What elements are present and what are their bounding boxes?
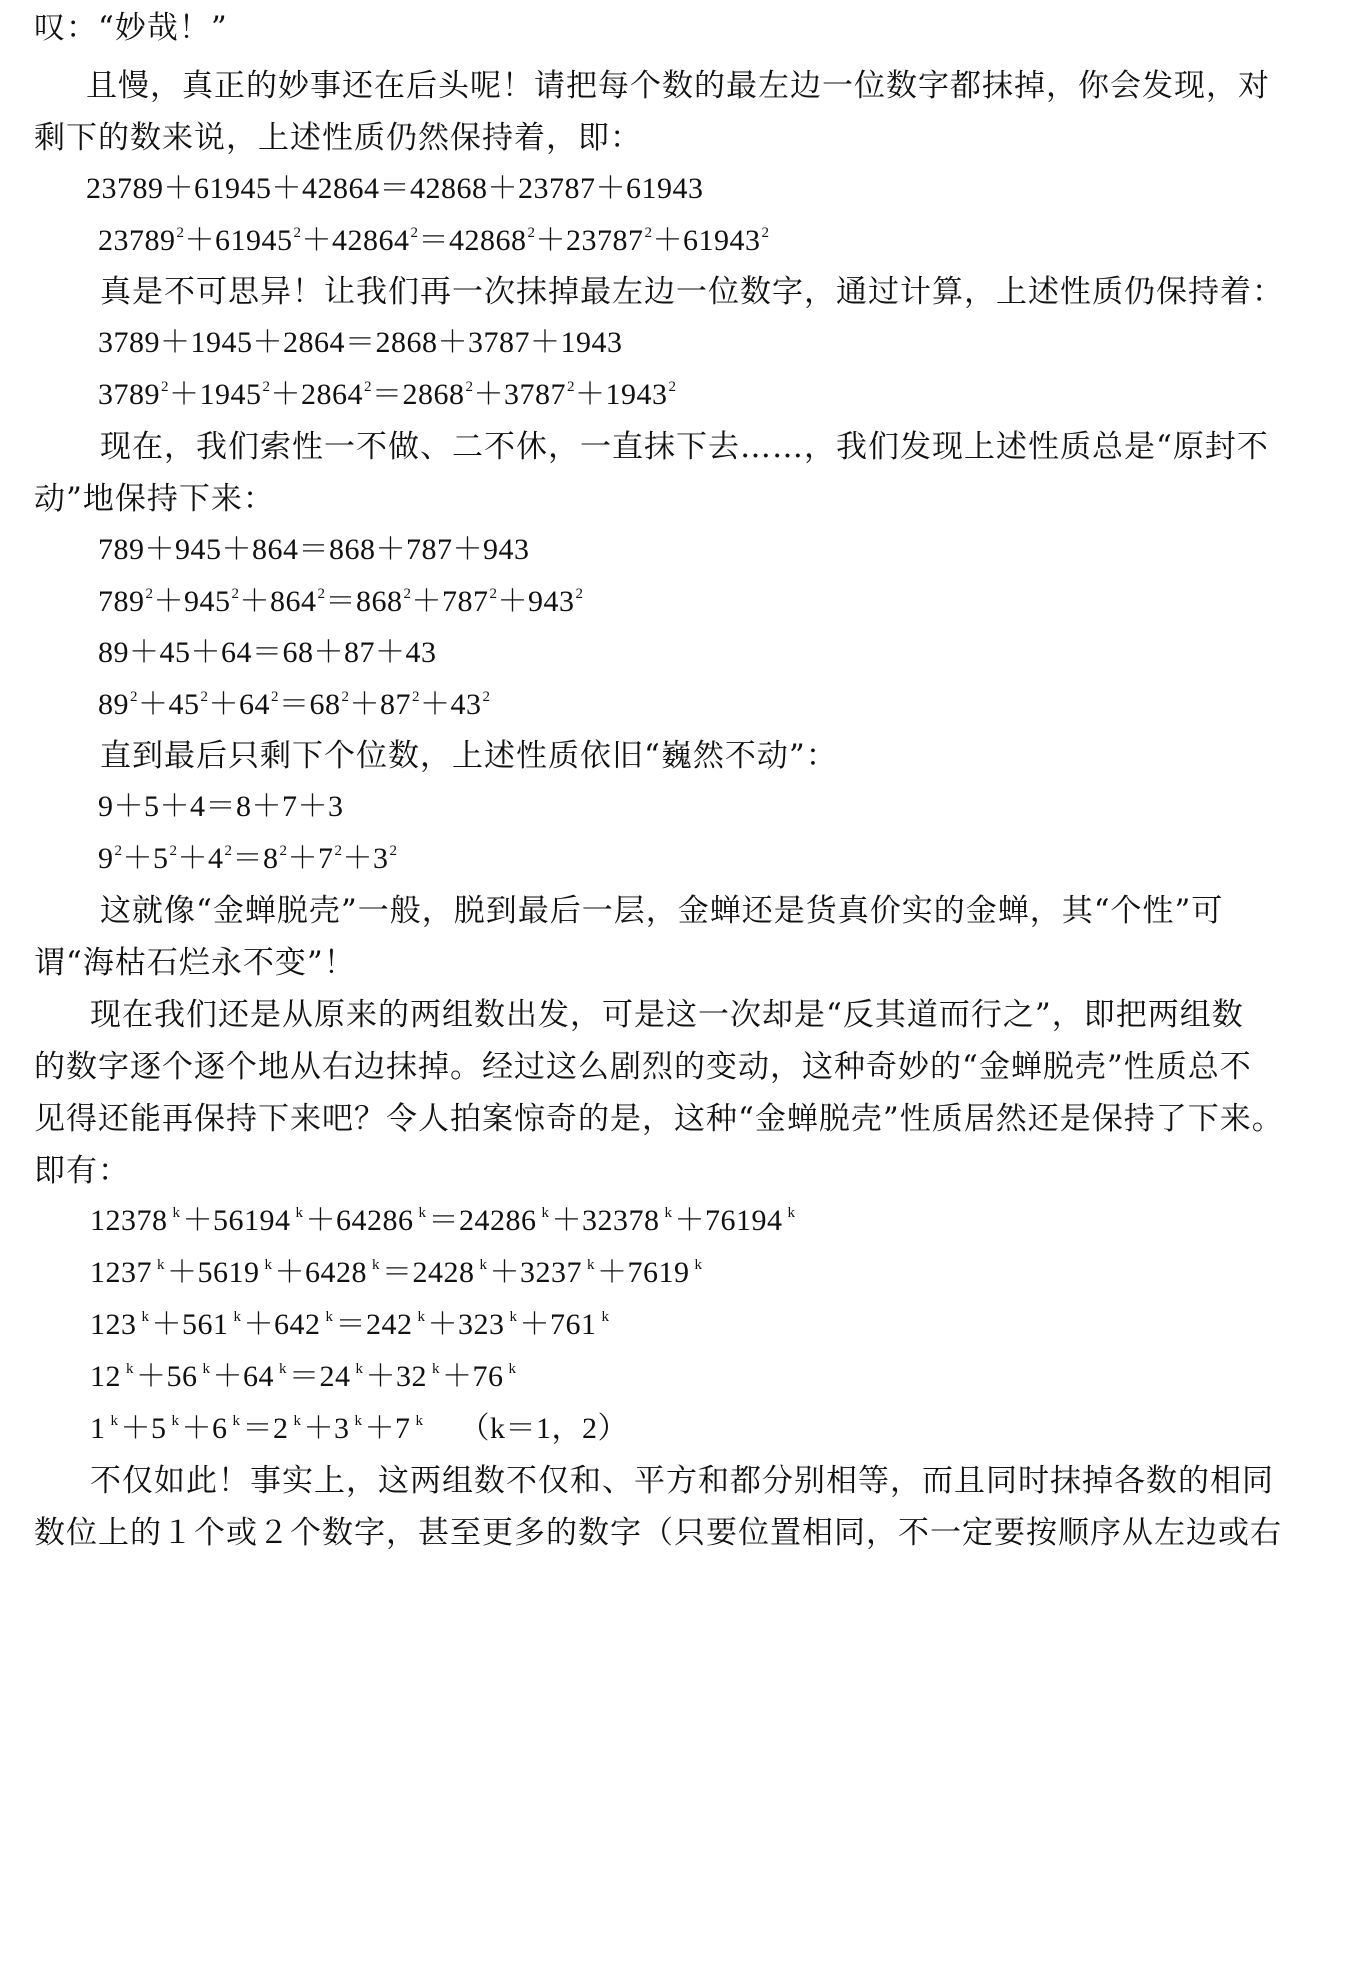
exponent: 2 xyxy=(465,379,474,395)
exponent: 2 xyxy=(176,225,185,241)
paragraph-line: 即有： xyxy=(34,1153,130,1189)
equation-power xyxy=(98,375,1355,415)
paragraph-line: 谓“海枯石烂永不变”！ xyxy=(34,945,356,981)
term: ＋56 xyxy=(136,1360,198,1393)
paragraph-line: 不仅如此！事实上，这两组数不仅和、平方和都分别相等，而且同时抹掉各数的相同 xyxy=(90,1463,1274,1499)
paragraph-line: 剩下的数来说，上述性质仍然保持着，即： xyxy=(34,120,642,156)
exponent: k xyxy=(141,1309,150,1325)
term: ＋6428 xyxy=(274,1256,367,1289)
exponent: 2 xyxy=(224,843,233,859)
exponent: 2 xyxy=(130,689,138,705)
exponent: 2 xyxy=(482,689,491,705)
exponent: k xyxy=(171,1413,180,1429)
condition: （k＝1，2） xyxy=(459,1412,628,1445)
exponent: k xyxy=(126,1361,134,1377)
term: 789 xyxy=(98,585,145,618)
term: 23789 xyxy=(98,224,176,257)
exponent: k xyxy=(418,1205,427,1221)
equation-power xyxy=(98,221,1355,261)
paragraph-line: 直到最后只剩下个位数，上述性质依旧“巍然不动”： xyxy=(100,738,838,774)
paragraph-line: 现在，我们索性一不做、二不休，一直抹下去……，我们发现上述性质总是“原封不 xyxy=(100,429,1269,465)
term: ＝42868 xyxy=(418,224,527,257)
term: ＋43 xyxy=(420,688,482,721)
exponent: 2 xyxy=(169,843,178,859)
equation-power-k xyxy=(90,1253,1355,1293)
term: ＋1943 xyxy=(575,378,668,411)
term: ＋32 xyxy=(365,1360,427,1393)
exponent: 2 xyxy=(644,225,653,241)
exponent: 2 xyxy=(489,586,498,602)
exponent: k xyxy=(787,1205,796,1221)
paragraph-line: 数位上的１个或２个数字，甚至更多的数字（只要位置相同，不一定要按顺序从左边或右 xyxy=(34,1515,1282,1551)
exponent: 2 xyxy=(145,586,154,602)
exponent: k xyxy=(541,1205,550,1221)
exponent: 2 xyxy=(114,843,123,859)
term: ＝68 xyxy=(279,688,341,721)
term: ＋23787 xyxy=(535,224,644,257)
exponent: 2 xyxy=(527,225,536,241)
term: ＋5 xyxy=(120,1412,167,1445)
exponent: 2 xyxy=(575,586,584,602)
term: ＝868 xyxy=(325,585,403,618)
equation-sum: 9＋5＋4＝8＋7＋3 xyxy=(98,790,344,823)
term: ＋64 xyxy=(212,1360,274,1393)
term: ＋3 xyxy=(303,1412,350,1445)
term: ＋42864 xyxy=(301,224,410,257)
term: ＋64 xyxy=(208,688,270,721)
exponent: k xyxy=(264,1257,273,1273)
exponent: k xyxy=(325,1309,334,1325)
exponent: 2 xyxy=(231,586,240,602)
exponent: 2 xyxy=(293,225,302,241)
term: ＋3237 xyxy=(489,1256,582,1289)
term: ＋561 xyxy=(151,1308,229,1341)
exponent: k xyxy=(587,1257,595,1273)
term: ＋323 xyxy=(427,1308,505,1341)
term: 1237 xyxy=(90,1256,152,1289)
exponent: k xyxy=(432,1361,440,1377)
term: ＋76194 xyxy=(674,1204,783,1237)
exponent: k xyxy=(110,1413,119,1429)
equation-power-k xyxy=(90,1305,1355,1345)
term: ＋1945 xyxy=(169,378,262,411)
term: ＋5619 xyxy=(167,1256,260,1289)
term: ＋7619 xyxy=(597,1256,690,1289)
equation-power xyxy=(98,582,1355,622)
exponent: k xyxy=(293,1413,302,1429)
exponent: 2 xyxy=(412,689,420,705)
term: 12 xyxy=(90,1360,121,1393)
exponent: 2 xyxy=(317,586,326,602)
paragraph-line: 叹：“妙哉！” xyxy=(34,10,228,46)
term: ＋64286 xyxy=(305,1204,414,1237)
term: ＝24286 xyxy=(428,1204,537,1237)
equation-sum: 789＋945＋864＝868＋787＋943 xyxy=(98,533,530,566)
term: ＋3787 xyxy=(473,378,566,411)
exponent: k xyxy=(694,1257,703,1273)
paragraph-line: 这就像“金蝉脱壳”一般，脱到最后一层，金蝉还是货真价实的金蝉，其“个性”可 xyxy=(100,893,1224,929)
equation-power xyxy=(98,685,1355,725)
exponent: k xyxy=(232,1413,241,1429)
term: ＋787 xyxy=(411,585,489,618)
term: ＋3 xyxy=(342,842,389,875)
paragraph-line: 见得还能再保持下来吧？令人拍案惊奇的是，这种“金蝉脱壳”性质居然还是保持了下来。 xyxy=(34,1101,1284,1137)
term: ＝2 xyxy=(242,1412,289,1445)
term: 9 xyxy=(98,842,114,875)
exponent: 2 xyxy=(262,379,271,395)
equation-sum: 23789＋61945＋42864＝42868＋23787＋61943 xyxy=(86,172,704,205)
term: ＋4 xyxy=(177,842,224,875)
term: 12378 xyxy=(90,1204,168,1237)
term: ＝2428 xyxy=(382,1256,475,1289)
term: ＋61943 xyxy=(652,224,761,257)
exponent: k xyxy=(233,1309,242,1325)
exponent: k xyxy=(354,1413,363,1429)
exponent: k xyxy=(202,1361,211,1377)
exponent: 2 xyxy=(279,843,288,859)
exponent: 2 xyxy=(341,689,350,705)
term: ＝24 xyxy=(289,1360,351,1393)
exponent: k xyxy=(279,1361,287,1377)
term: ＋864 xyxy=(239,585,317,618)
term: ＋2864 xyxy=(270,378,363,411)
exponent: k xyxy=(417,1309,426,1325)
exponent: 2 xyxy=(567,379,575,395)
exponent: k xyxy=(172,1205,181,1221)
exponent: 2 xyxy=(389,843,398,859)
term: ＋56194 xyxy=(182,1204,291,1237)
term: 123 xyxy=(90,1308,137,1341)
term: ＝242 xyxy=(335,1308,413,1341)
equation-power-k xyxy=(90,1201,1355,1241)
exponent: k xyxy=(295,1205,304,1221)
exponent: k xyxy=(509,1309,518,1325)
term: ＋761 xyxy=(519,1308,597,1341)
term: ＋943 xyxy=(497,585,575,618)
paragraph-line: 真是不可思异！让我们再一次抹掉最左边一位数字，通过计算，上述性质仍保持着： xyxy=(100,274,1284,310)
exponent: k xyxy=(508,1361,517,1377)
exponent: 2 xyxy=(334,843,343,859)
term: ＋7 xyxy=(287,842,334,875)
term: ＋6 xyxy=(181,1412,228,1445)
exponent: 2 xyxy=(403,586,412,602)
exponent: 2 xyxy=(364,379,372,395)
exponent: k xyxy=(372,1257,380,1273)
exponent: 2 xyxy=(200,689,209,705)
term: ＋642 xyxy=(243,1308,321,1341)
paragraph-line: 且慢，真正的妙事还在后头呢！请把每个数的最左边一位数字都抹掉，你会发现，对 xyxy=(86,68,1270,104)
equation-power xyxy=(98,839,1355,879)
equation-power-k xyxy=(90,1357,1355,1397)
equation-sum: 89＋45＋64＝68＋87＋43 xyxy=(98,636,437,669)
equation-sum: 3789＋1945＋2864＝2868＋3787＋1943 xyxy=(98,326,623,359)
term: 89 xyxy=(98,688,129,721)
exponent: k xyxy=(479,1257,488,1273)
equation-power-k xyxy=(90,1409,1355,1449)
exponent: k xyxy=(601,1309,610,1325)
paragraph-line: 的数字逐个逐个地从右边抹掉。经过这么剧烈的变动，这种奇妙的“金蝉脱壳”性质总不 xyxy=(34,1049,1252,1085)
term: ＋7 xyxy=(364,1412,411,1445)
term: 1 xyxy=(90,1412,106,1445)
term: ＝2868 xyxy=(372,378,465,411)
term: 3789 xyxy=(98,378,160,411)
exponent: 2 xyxy=(271,689,279,705)
term: ＋5 xyxy=(122,842,169,875)
term: ＋61945 xyxy=(184,224,293,257)
exponent: k xyxy=(415,1413,424,1429)
term: ＋76 xyxy=(442,1360,504,1393)
paragraph-line: 现在我们还是从原来的两组数出发，可是这一次却是“反其道而行之”，即把两组数 xyxy=(90,997,1244,1033)
exponent: k xyxy=(157,1257,165,1273)
exponent: 2 xyxy=(761,225,770,241)
term: ＋32378 xyxy=(551,1204,660,1237)
term: ＝8 xyxy=(232,842,279,875)
exponent: 2 xyxy=(410,225,419,241)
term: ＋945 xyxy=(153,585,231,618)
term: ＋87 xyxy=(349,688,411,721)
paragraph-line: 动”地保持下来： xyxy=(34,481,275,517)
exponent: k xyxy=(355,1361,364,1377)
exponent: 2 xyxy=(161,379,169,395)
term: ＋45 xyxy=(138,688,200,721)
exponent: 2 xyxy=(668,379,677,395)
exponent: k xyxy=(664,1205,673,1221)
